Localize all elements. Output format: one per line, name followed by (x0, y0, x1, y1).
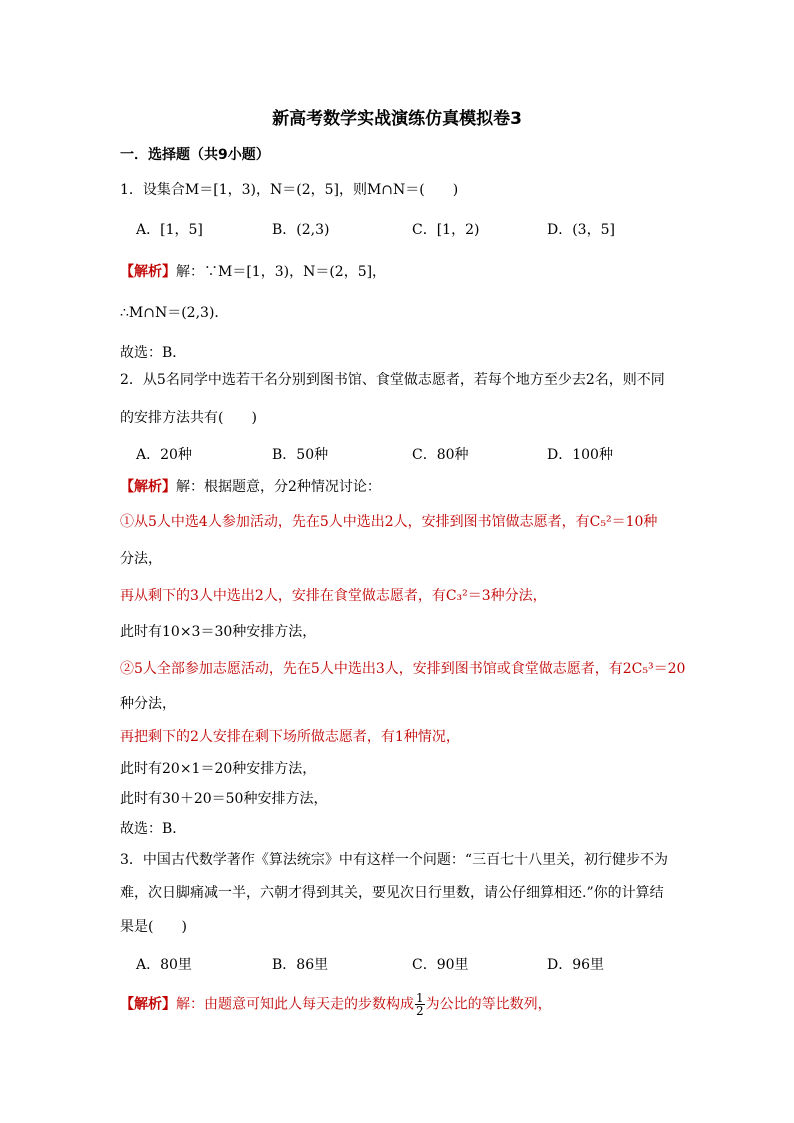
q1-answer: 故选：B． (120, 345, 187, 361)
q2-solution-line5: 再把剩下的2人安排在剩下场所做志愿者，有1种情况， (120, 729, 460, 745)
fraction-half: $\frac{1}{2}$ (416, 991, 424, 1018)
section-heading: 一．选择题（共9小题） (120, 147, 270, 163)
q3-option-d: D．96里 (547, 957, 605, 973)
q2-option-c: C．80种 (412, 447, 469, 463)
question-1-stem: 1．设集合M＝[1，3)，N＝(2，5]，则M∩N＝( ) (120, 182, 459, 198)
q2-solution-line4a: ②5人全部参加志愿活动，先在5人中选出3人，安排到图书馆或食堂做志愿者，有2C₅³＝20 (120, 661, 686, 677)
q1-solution-line1: 【解析】解：∵M＝[1，3)，N＝(2，5]， (120, 264, 387, 280)
q1-option-b: B．(2,3) (272, 222, 330, 238)
q3-option-c: C．90里 (412, 957, 469, 973)
question-3-stem-line3: 果是( ) (120, 919, 187, 935)
question-3-stem-line1: 3．中国古代数学著作《算法统宗》中有这样一个问题：“三百七十八里关，初行健步不为 (120, 852, 669, 868)
question-3-stem-line2: 难，次日脚痛减一半，六朝才得到其关，要见次日行里数，请公仔细算相还.”你的计算结 (120, 885, 664, 901)
q2-option-b: B．50种 (272, 447, 329, 463)
question-2-stem-line1: 2．从5名同学中选若干名分别到图书馆、食堂做志愿者，若每个地方至少去2名，则不同 (120, 372, 665, 388)
q2-solution-line4b: 种分法， (120, 696, 176, 712)
q2-solution-line1a: ①从5人中选4人参加活动，先在5人中选出2人，安排到图书馆做志愿者，有C₅²＝10种 (120, 514, 658, 530)
q2-solution-line2: 再从剩下的3人中选出2人，安排在食堂做志愿者，有C₃²＝3种分法， (120, 588, 547, 604)
analysis-tag: 【解析】 (120, 479, 176, 495)
q2-solution-line7: 此时有30＋20＝50种安排方法， (120, 791, 328, 807)
q2-solution-line3: 此时有10×3＝30种安排方法， (120, 624, 317, 640)
q2-solution-line0: 【解析】解：根据题意，分2种情况讨论： (120, 479, 381, 495)
analysis-tag: 【解析】 (120, 996, 176, 1013)
q3-option-b: B．86里 (272, 957, 329, 973)
q1-option-c: C．[1，2) (412, 222, 480, 238)
q2-option-a: A．20种 (136, 447, 192, 463)
q1-option-d: D．(3，5] (547, 222, 615, 238)
q3-option-a: A．80里 (136, 957, 192, 973)
q2-answer: 故选：B． (120, 821, 187, 837)
q3-solution-line1: 【解析】解：由题意可知此人每天走的步数构成 $\frac{1}{2}$ 为公比的等比数列， (120, 991, 552, 1018)
q1-option-a: A．[1，5] (136, 222, 203, 238)
question-2-stem-line2: 的安排方法共有( ) (120, 410, 257, 426)
q2-option-d: D．100种 (547, 447, 613, 463)
q2-solution-line1b: 分法， (120, 551, 162, 567)
analysis-tag: 【解析】 (120, 264, 176, 280)
q1-solution-line2: ∴M∩N＝(2,3)． (120, 305, 229, 321)
page-title: 新高考数学实战演练仿真模拟卷3 (272, 109, 522, 129)
q2-solution-line6: 此时有20×1＝20种安排方法， (120, 761, 317, 777)
